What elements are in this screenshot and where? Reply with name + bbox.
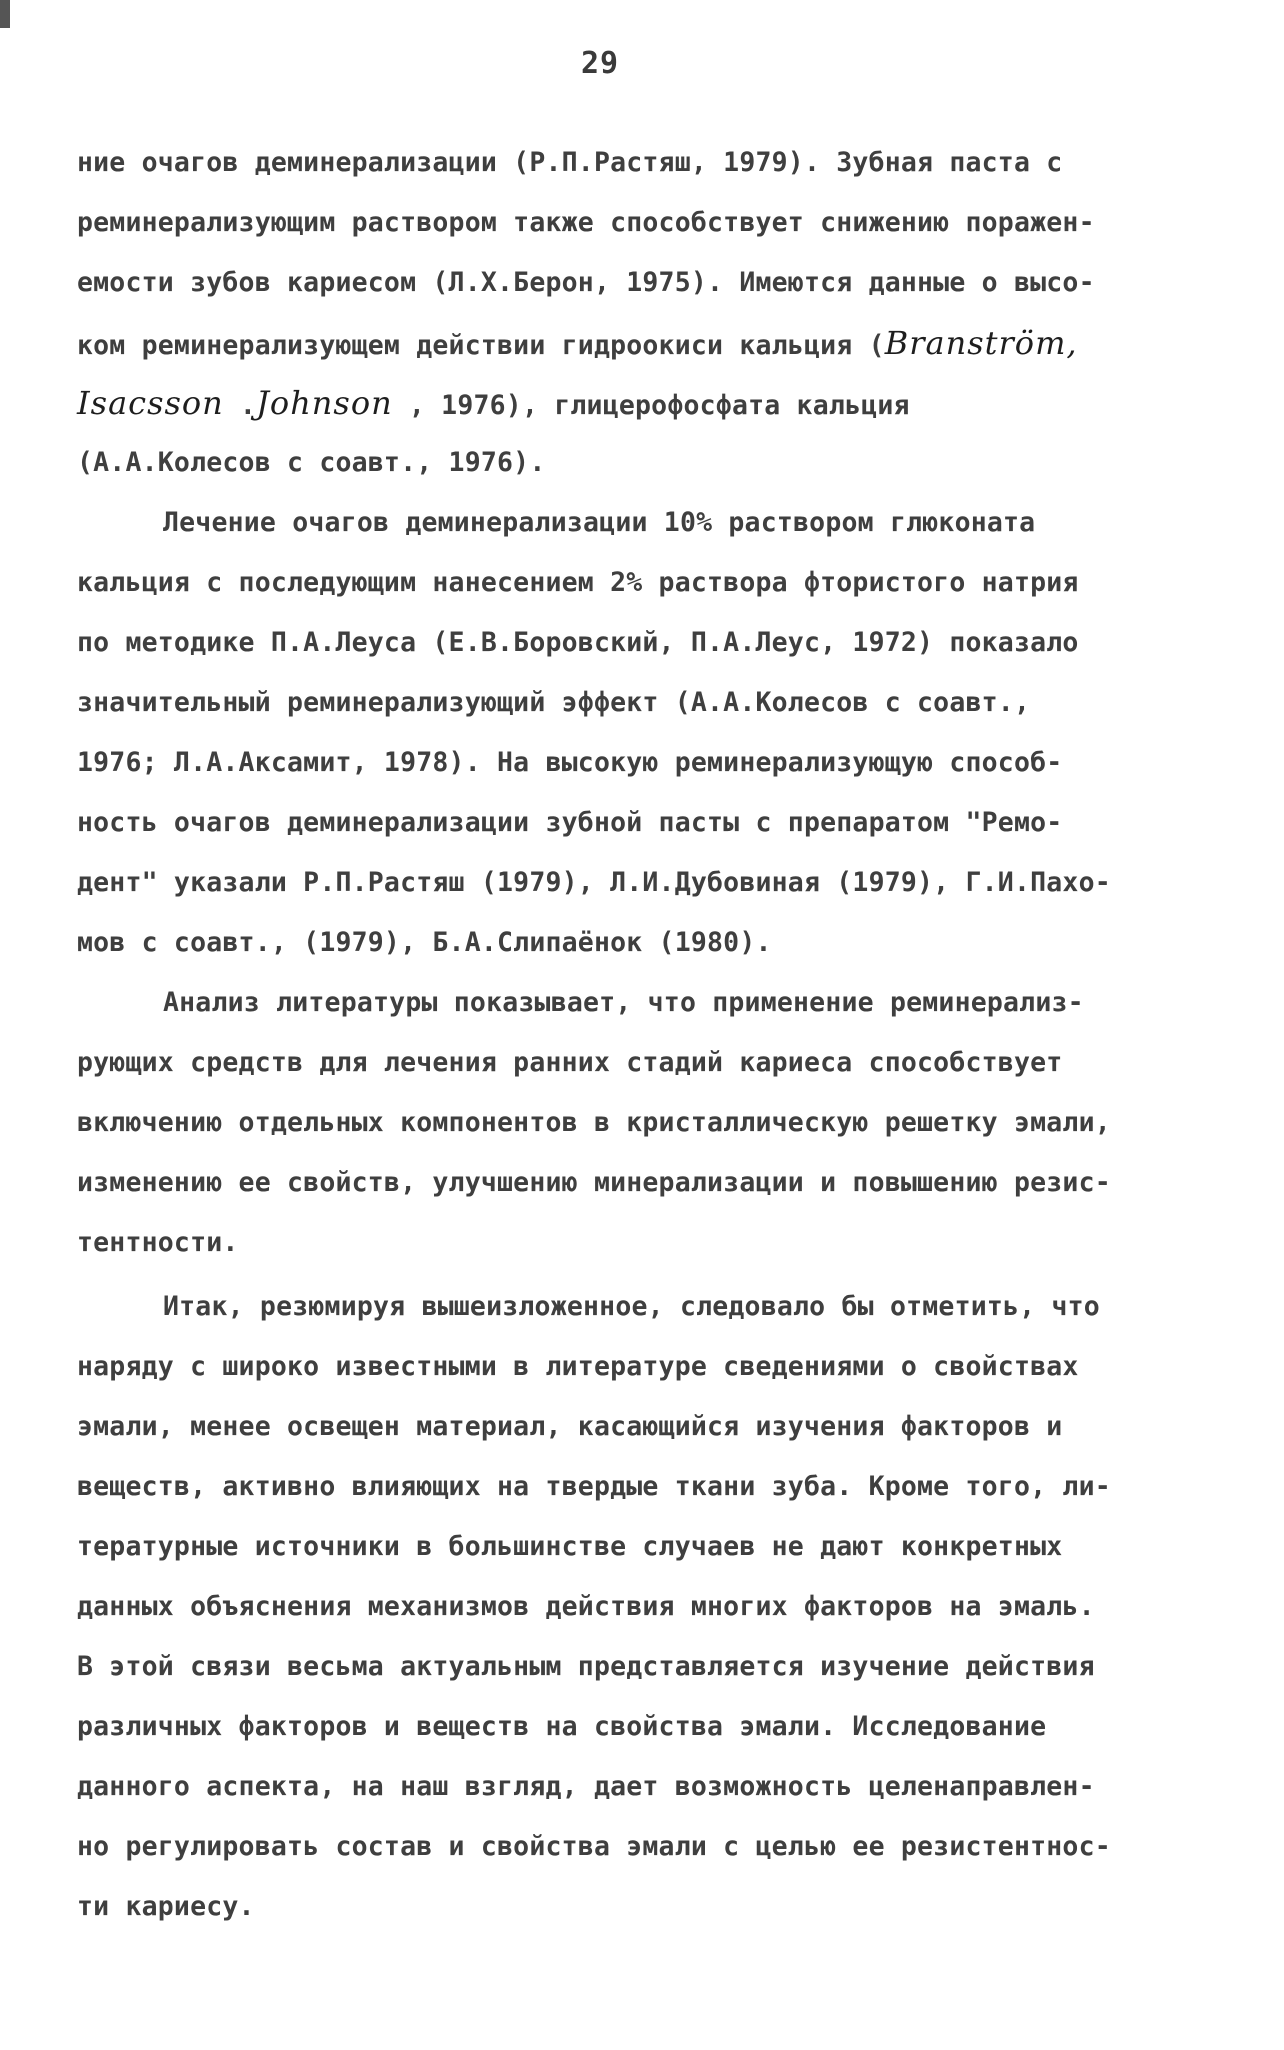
text-line: эмали, менее освещен материал, касающийся изучения факторов и [77, 1411, 1063, 1442]
text-line: данных объяснения механизмов действия многих факторов на эмаль. [77, 1591, 1095, 1622]
text-line: Итак, резюмируя вышеизложенное, следовало бы отметить, что [163, 1291, 1100, 1322]
text-line: Анализ литературы показывает, что применение реминерализ- [163, 987, 1084, 1018]
handwritten-author-name: Branström, [884, 324, 1078, 362]
text-line: но регулировать состав и свойства эмали с целью ее резистентнос- [77, 1831, 1111, 1862]
text-line: наряду с широко известными в литературе сведениями о свойствах [77, 1351, 1079, 1382]
text-line-with-handwriting [77, 313, 1257, 373]
text-line: данного аспекта, на наш взгляд, дает возможность целенаправлен- [77, 1771, 1095, 1802]
text-line: ние очагов деминерализации (Р.П.Растяш, 1979). Зубная паста с [77, 147, 1063, 178]
text-line: тентности. [77, 1227, 239, 1258]
text-line: дент" указали Р.П.Растяш (1979), Л.И.Дубовиная (1979), Г.И.Пахо- [77, 867, 1111, 898]
text-line: веществ, активно влияющих на твердые ткани зуба. Кроме того, ли- [77, 1471, 1111, 1502]
text-line: реминерализующим раствором также способствует снижению поражен- [77, 207, 1095, 238]
text-line: тературные источники в большинстве случаев не дают конкретных [77, 1531, 1063, 1562]
text-line: по методике П.А.Леуса (Е.В.Боровский, П.А.Леус, 1972) показало [77, 627, 1079, 658]
paragraph-1 [77, 133, 1257, 493]
page-number: 29 [580, 46, 620, 81]
text-line: 1976; Л.А.Аксамит, 1978). На высокую реминерализующую способ- [77, 747, 1063, 778]
typed-text: , 1976), глицерофосфата кальция [392, 390, 910, 421]
text-line: емости зубов кариесом (Л.Х.Берон, 1975). Имеются данные о высо- [77, 267, 1095, 298]
text-line-with-handwriting [77, 373, 1257, 433]
typed-text: ком реминерализующем действии гидроокиси кальция ( [77, 330, 885, 361]
text-line: включению отдельных компонентов в кристаллическую решетку эмали, [77, 1107, 1111, 1138]
paragraph-4 [77, 1277, 1257, 1937]
text-line: Лечение очагов деминерализации 10% раствором глюконата [163, 507, 1036, 538]
text-line: (А.А.Колесов с соавт., 1976). [77, 447, 546, 478]
paragraph-3 [77, 973, 1257, 1273]
text-line: мов с соавт., (1979), Б.А.Слипаёнок (1980). [77, 927, 772, 958]
text-line: рующих средств для лечения ранних стадий кариеса способствует [77, 1047, 1063, 1078]
text-line: значительный реминерализующий эффект (А.А.Колесов с соавт., [77, 687, 1031, 718]
typed-separator: . [223, 390, 257, 421]
text-line: В этой связи весьма актуальным представляется изучение действия [77, 1651, 1095, 1682]
text-line: различных факторов и веществ на свойства эмали. Исследование [77, 1711, 1047, 1742]
text-line: ти кариесу. [77, 1891, 255, 1922]
page-text [77, 133, 1257, 1937]
paragraph-2 [77, 493, 1257, 973]
text-line: кальция с последующим нанесением 2% раствора фтористого натрия [77, 567, 1079, 598]
scan-edge-mark [0, 0, 10, 28]
text-line: ность очагов деминерализации зубной пасты с препаратом "Ремо- [77, 807, 1063, 838]
handwritten-author-name: Johnson [256, 384, 393, 422]
handwritten-author-name: Isacsson [77, 384, 224, 422]
text-line: изменению ее свойств, улучшению минерализации и повышению резис- [77, 1167, 1111, 1198]
